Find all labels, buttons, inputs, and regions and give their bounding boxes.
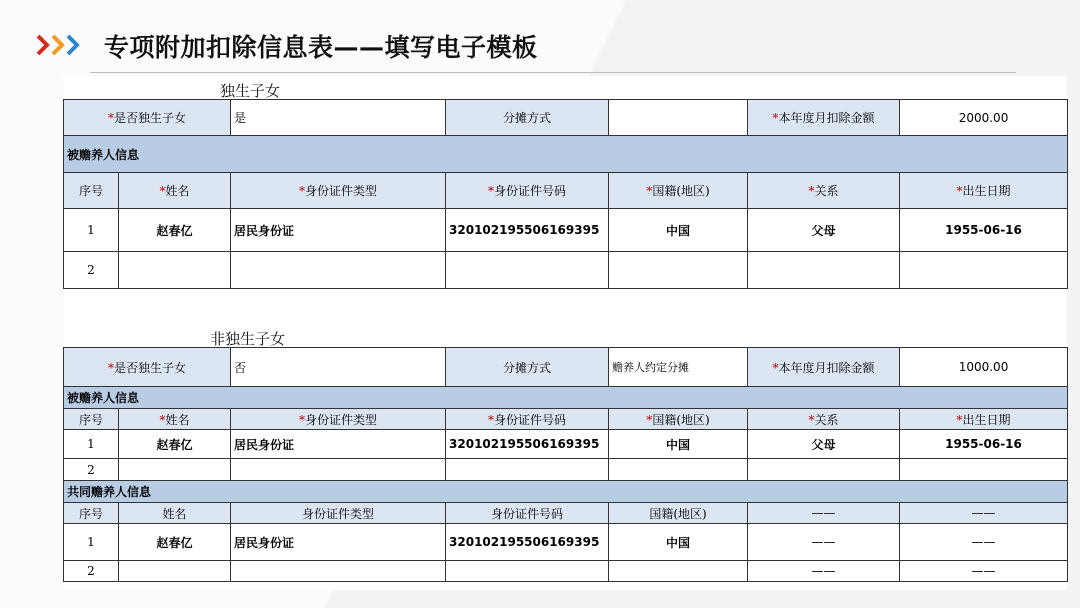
cell: 1 — [64, 524, 119, 561]
dependent-info-header: 被赡养人信息 — [64, 136, 1068, 173]
col-header: 序号 — [64, 503, 119, 524]
cell[interactable]: 居民身份证 — [231, 524, 446, 561]
cell[interactable] — [609, 252, 748, 289]
title-divider — [90, 72, 1016, 73]
table-header-row — [64, 173, 1068, 209]
table-row — [64, 430, 1068, 459]
share-method-label: 分摊方式 — [446, 100, 609, 136]
share-method-value[interactable]: 赡养人约定分摊 — [609, 348, 748, 387]
col-header: 姓名 — [119, 503, 231, 524]
col-header: *身份证件类型 — [231, 173, 446, 209]
cell[interactable] — [119, 459, 231, 481]
only-child-label: *是否独生子女 — [64, 348, 231, 387]
cell: 2 — [64, 252, 119, 289]
required-mark: * — [772, 360, 779, 375]
cell[interactable]: 居民身份证 — [231, 209, 446, 252]
required-mark: * — [772, 111, 779, 125]
cell[interactable] — [231, 561, 446, 582]
cell[interactable]: 居民身份证 — [231, 430, 446, 459]
cell: 1 — [64, 209, 119, 252]
section2-title: 非独生子女 — [210, 330, 286, 348]
cell: —— — [900, 524, 1068, 561]
table-row — [64, 209, 1068, 252]
cell[interactable]: 父母 — [748, 209, 900, 252]
cell[interactable]: 赵春亿 — [119, 209, 231, 252]
col-header: *出生日期 — [900, 173, 1068, 209]
table-row — [64, 252, 1068, 289]
cell[interactable] — [900, 459, 1068, 481]
section1-title: 独生子女 — [220, 82, 281, 100]
cell[interactable] — [119, 252, 231, 289]
cell[interactable]: 赵春亿 — [119, 524, 231, 561]
cell[interactable] — [446, 252, 609, 289]
required-mark: * — [108, 111, 114, 125]
col-header: —— — [748, 503, 900, 524]
deduction-value[interactable]: 2000.00 — [900, 100, 1068, 136]
col-header: *身份证件号码 — [446, 173, 609, 209]
co-supporter-info-header: 共同赡养人信息 — [64, 481, 1068, 503]
cell[interactable] — [231, 252, 446, 289]
cell[interactable]: 中国 — [609, 430, 748, 459]
only-child-value[interactable]: 是 — [231, 100, 446, 136]
chevron-arrows-icon — [36, 34, 86, 56]
cell[interactable] — [446, 561, 609, 582]
col-header: *身份证件类型 — [231, 409, 446, 430]
cell[interactable]: 中国 — [609, 209, 748, 252]
cell[interactable]: 中国 — [609, 524, 748, 561]
col-header: *关系 — [748, 409, 900, 430]
cell[interactable]: 父母 — [748, 430, 900, 459]
cell: —— — [748, 561, 900, 582]
col-header: *国籍(地区) — [609, 409, 748, 430]
col-header: 身份证件类型 — [231, 503, 446, 524]
cell[interactable]: 1955-06-16 — [900, 209, 1068, 252]
cell[interactable] — [609, 561, 748, 582]
cell: —— — [900, 561, 1068, 582]
cell: 2 — [64, 459, 119, 481]
col-header: 序号 — [64, 173, 119, 209]
cell[interactable]: 1955-06-16 — [900, 430, 1068, 459]
cell[interactable] — [748, 459, 900, 481]
table-header-row — [64, 409, 1068, 430]
slide-title: 专项附加扣除信息表——填写电子模板 — [104, 33, 538, 62]
deduction-label: *本年度月扣除金额 — [748, 100, 900, 136]
table-row — [64, 459, 1068, 481]
table-row — [64, 524, 1068, 561]
only-child-label: *是否独生子女 — [64, 100, 231, 136]
required-mark: * — [108, 360, 114, 375]
col-header: *姓名 — [119, 173, 231, 209]
cell[interactable]: 320102195506169395 — [446, 430, 609, 459]
cell[interactable] — [119, 561, 231, 582]
cell[interactable] — [231, 459, 446, 481]
share-method-value[interactable] — [609, 100, 748, 136]
share-method-label: 分摊方式 — [446, 348, 609, 387]
dependent-info-header: 被赡养人信息 — [64, 387, 1068, 409]
col-header: *姓名 — [119, 409, 231, 430]
cell: 2 — [64, 561, 119, 582]
col-header: 国籍(地区) — [609, 503, 748, 524]
col-header: —— — [900, 503, 1068, 524]
deduction-label: *本年度月扣除金额 — [748, 348, 900, 387]
deduction-value[interactable]: 1000.00 — [900, 348, 1068, 387]
cell[interactable]: 320102195506169395 — [446, 524, 609, 561]
cell: —— — [748, 524, 900, 561]
col-header: *身份证件号码 — [446, 409, 609, 430]
col-header: *关系 — [748, 173, 900, 209]
cell[interactable] — [748, 252, 900, 289]
col-header: 身份证件号码 — [446, 503, 609, 524]
table-row — [64, 561, 1068, 582]
cell[interactable] — [900, 252, 1068, 289]
table-header-row — [64, 503, 1068, 524]
cell[interactable]: 320102195506169395 — [446, 209, 609, 252]
section2-table — [63, 347, 1068, 582]
col-header: *国籍(地区) — [609, 173, 748, 209]
cell: 1 — [64, 430, 119, 459]
cell[interactable] — [609, 459, 748, 481]
section1-table — [63, 99, 1068, 289]
cell[interactable]: 赵春亿 — [119, 430, 231, 459]
only-child-value[interactable]: 否 — [231, 348, 446, 387]
cell[interactable] — [446, 459, 609, 481]
col-header: 序号 — [64, 409, 119, 430]
col-header: *出生日期 — [900, 409, 1068, 430]
